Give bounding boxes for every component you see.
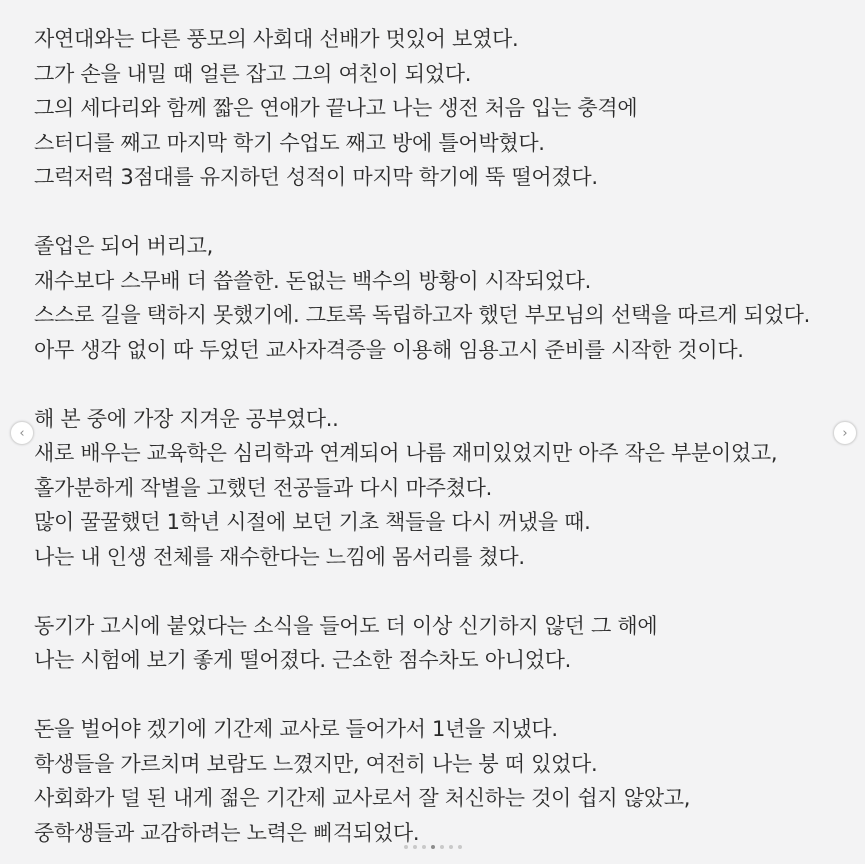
text-line: 자연대와는 다른 풍모의 사회대 선배가 멋있어 보였다.	[34, 27, 519, 51]
carousel-dot[interactable]	[440, 845, 444, 849]
text-line: 새로 배우는 교육학은 심리학과 연계되어 나름 재미있었지만 아주 작은 부분이었고,	[34, 441, 778, 465]
text-line: 학생들을 가르치며 보람도 느꼈지만, 여전히 나는 붕 떠 있었다.	[34, 751, 598, 776]
carousel-dot[interactable]	[458, 845, 462, 849]
text-line: 재수보다 스무배 더 씁쓸한. 돈없는 백수의 방황이 시작되었다.	[34, 268, 592, 293]
text-line: 중학생들과 교감하려는 노력은 삐걱되었다.	[34, 820, 420, 845]
chevron-left-icon: ‹	[19, 425, 25, 441]
carousel-dot[interactable]	[422, 845, 426, 849]
paragraph-spacer	[34, 574, 834, 609]
text-line: 아무 생각 없이 따 두었던 교사자격증을 이용해 임용고시 준비를 시작한 것이다.	[34, 337, 744, 362]
text-line: 홀가분하게 작별을 고했던 전공들과 다시 마주쳤다.	[34, 475, 492, 500]
chevron-right-icon: ›	[842, 425, 848, 441]
text-line: 그가 손을 내밀 때 얼른 잡고 그의 여친이 되었다.	[34, 61, 472, 86]
carousel-dot[interactable]	[413, 845, 417, 849]
paragraph-spacer	[34, 195, 834, 230]
text-line: 동기가 고시에 붙었다는 소식을 들어도 더 이상 신기하지 않던 그 해에	[34, 613, 658, 638]
previous-slide-button[interactable]	[10, 421, 34, 445]
text-line: 해 본 중에 가장 지겨운 공부였다..	[34, 406, 339, 431]
paragraph-spacer	[34, 678, 834, 713]
paragraph-spacer	[34, 367, 834, 402]
next-slide-button[interactable]	[833, 421, 857, 445]
carousel-dot[interactable]	[431, 845, 435, 849]
text-line: 스스로 길을 택하지 못했기에. 그토록 독립하고자 했던 부모님의 선택을 따르게 되었다.	[34, 303, 811, 327]
carousel-dot[interactable]	[404, 845, 408, 849]
text-line: 사회화가 덜 된 내게 젊은 기간제 교사로서 잘 처신하는 것이 쉽지 않았고,	[34, 786, 691, 810]
note-text-body	[34, 22, 834, 850]
text-line: 돈을 벌어야 겠기에 기간제 교사로 들어가서 1년을 지냈다.	[34, 717, 558, 741]
text-line: 그의 세다리와 함께 짧은 연애가 끝나고 나는 생전 처음 입는 충격에	[34, 96, 638, 120]
text-line: 그럭저럭 3점대를 유지하던 성적이 마지막 학기에 뚝 떨어졌다.	[34, 165, 598, 189]
text-line: 나는 시험에 보기 좋게 떨어졌다. 근소한 점수차도 아니었다.	[34, 648, 572, 672]
text-line: 나는 내 인생 전체를 재수한다는 느낌에 몸서리를 쳤다.	[34, 544, 525, 569]
text-line: 졸업은 되어 버리고,	[34, 234, 214, 258]
text-line: 많이 꿀꿀했던 1학년 시절에 보던 기초 책들을 다시 꺼냈을 때.	[34, 510, 591, 534]
carousel-dots	[0, 845, 865, 849]
carousel-dot[interactable]	[449, 845, 453, 849]
text-line: 스터디를 째고 마지막 학기 수업도 째고 방에 틀어박혔다.	[34, 130, 545, 155]
